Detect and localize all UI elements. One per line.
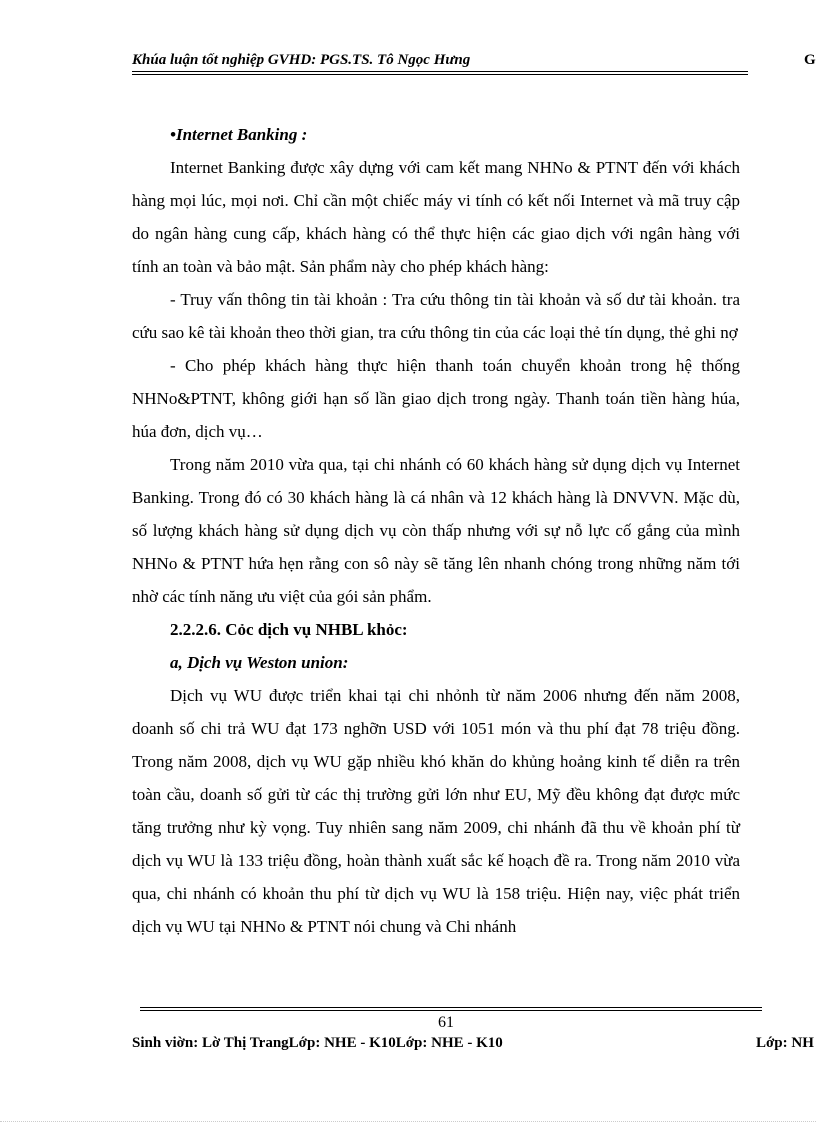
section-heading-other-services: 2.2.2.6. Cỏc dịch vụ NHBL khỏc:	[170, 620, 408, 639]
paragraph-transfer-payment: - Cho phép khách hàng thực hiện thanh toán chuyển khoản trong hệ thống NHNo&PTNT, không giới hạn số lần giao dịch trong ngày. Thanh toán tiền hàng húa, húa đơn, dịch vụ…	[132, 356, 740, 441]
footer-left: Sinh viờn: Lờ Thị TrangLớp: NHE - K10Lớp: NHE - K10	[132, 1035, 503, 1051]
page-body	[132, 118, 740, 943]
paragraph-2010-statistics: Trong năm 2010 vừa qua, tại chi nhánh có 60 khách hàng sử dụng dịch vụ Internet Banking. Trong đó có 30 khách hàng là cá nhân và 12 khách hàng là DNVVN. Mặc dù, số lượng khách hàng sử dụng dịch vụ còn thấp nhưng với sự nỗ lực cố gắng của mình NHNo & PTNT hứa hẹn rằng con sô này sẽ tăng lên nhanh chóng trong những năm tới nhờ các tính năng ưu việt của gói sản phẩm.	[132, 455, 740, 606]
footer-rule-top	[140, 1007, 762, 1008]
page-number: 61	[438, 1014, 454, 1031]
subsection-heading-western-union: a, Dịch vụ Weston union:	[170, 653, 349, 672]
internet-banking-heading: •Internet Banking :	[170, 125, 308, 144]
footer-rule-bottom	[140, 1010, 762, 1011]
footer-right: Lớp: NH	[756, 1035, 814, 1051]
header-right: G	[804, 52, 816, 68]
header-rule-bottom	[132, 74, 748, 75]
paragraph-account-inquiry: - Truy vấn thông tin tài khoản : Tra cứu thông tin tài khoản và số dư tài khoản. tra cứu sao kê tài khoản theo thời gian, tra cứu thông tin của các loại thẻ tín dụng, thẻ ghi nợ	[132, 290, 740, 342]
header-rule-top	[132, 71, 748, 72]
bottom-dotted-divider	[0, 1121, 816, 1122]
paragraph-western-union: Dịch vụ WU được triển khai tại chi nhỏnh từ năm 2006 nhưng đến năm 2008, doanh số chi trả WU đạt 173 nghỡn USD với 1051 món và thu phí đạt 78 triệu đồng. Trong năm 2008, dịch vụ WU gặp nhiều khó khăn do khủng hoảng kinh tế diễn ra trên toàn cầu, doanh số gửi từ các thị trường gửi lớn như EU, Mỹ đều không đạt được mức tăng trưởng như kỳ vọng. Tuy nhiên sang năm 2009, chi nhánh đã thu về khoản phí từ dịch vụ WU là 133 triệu đồng, hoàn thành xuất sắc kế hoạch đề ra. Trong năm 2010 vừa qua, chi nhánh có khoản thu phí từ dịch vụ WU là 158 triệu. Hiện nay, việc phát triển dịch vụ WU tại NHNo & PTNT nói chung và Chi nhánh	[132, 686, 740, 936]
header-left: Khúa luận tốt nghiệp GVHD: PGS.TS. Tô Ngọc Hưng	[132, 52, 471, 68]
paragraph-internet-banking-intro: Internet Banking được xây dựng với cam kết mang NHNo & PTNT đến với khách hàng mọi lúc, mọi nơi. Chỉ cần một chiếc máy vi tính có kết nối Internet và mã truy cập do ngân hàng cung cấp, khách hàng có thể thực hiện các giao dịch với ngân hàng với tính an toàn và bảo mật. Sản phẩm này cho phép khách hàng:	[132, 158, 740, 276]
